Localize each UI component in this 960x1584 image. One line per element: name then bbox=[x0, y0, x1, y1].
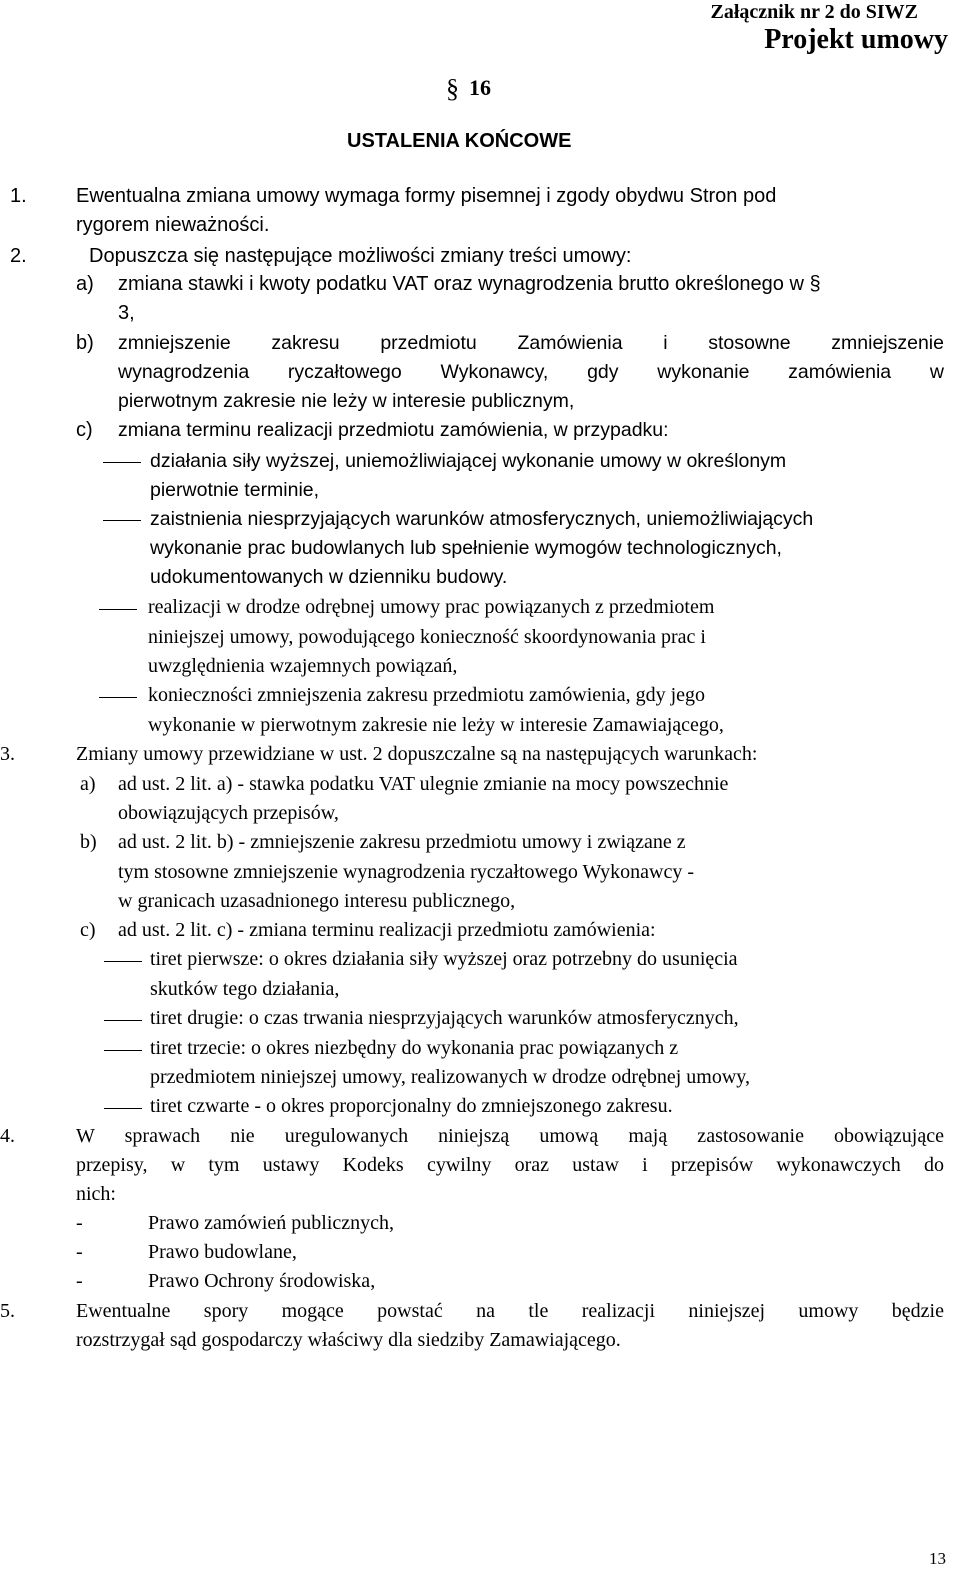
dash-bullet bbox=[103, 520, 141, 521]
item-label: a) bbox=[76, 273, 94, 295]
dash-bullet bbox=[99, 609, 137, 610]
dash-bullet bbox=[104, 1108, 142, 1109]
paragraph-number: 1. bbox=[10, 185, 27, 207]
item-line: tym stosowne zmniejszenie wynagrodzenia ryczałtowego Wykonawcy - bbox=[118, 861, 695, 883]
sub-item-line: przedmiotem niniejszej umowy, realizowanych w drodze odrębnej umowy, bbox=[150, 1066, 750, 1088]
sub-item-line: tiret trzecie: o okres niezbędny do wykonania prac powiązanych z bbox=[150, 1037, 679, 1059]
sub-item-line: realizacji w drodze odrębnej umowy prac powiązanych z przedmiotem bbox=[148, 596, 715, 618]
section-heading bbox=[446, 72, 491, 102]
item-line: zmniejszenie zakresu przedmiotu Zamówienia i stosowne zmniejszenie bbox=[118, 332, 944, 354]
sub-item-line: tiret pierwsze: o okres działania siły wyższej oraz potrzebny do usunięcia bbox=[150, 948, 738, 970]
sub-item-line: niniejszej umowy, powodującego konieczność skoordynowania prac i bbox=[148, 626, 706, 648]
section-title: USTALENIA KOŃCOWE bbox=[347, 130, 572, 152]
item-line: zmiana stawki i kwoty podatku VAT oraz wynagrodzenia brutto określonego w § bbox=[118, 273, 821, 295]
item-label: b) bbox=[80, 831, 97, 853]
page-number: 13 bbox=[929, 1549, 946, 1568]
sub-item-line: działania siły wyższej, uniemożliwiającej wykonanie umowy w określonym bbox=[150, 450, 787, 472]
dash-bullet bbox=[99, 697, 137, 698]
item-line: ad ust. 2 lit. c) - zmiana terminu realizacji przedmiotu zamówienia: bbox=[118, 919, 656, 941]
item-line: 3, bbox=[118, 302, 135, 324]
dash-bullet bbox=[103, 462, 141, 463]
paragraph-line: Ewentualne spory mogące powstać na tle realizacji niniejszej umowy będzie bbox=[76, 1300, 944, 1322]
dash-bullet bbox=[104, 961, 142, 962]
paragraph-line: W sprawach nie uregulowanych niniejszą umową mają zastosowanie obowiązujące bbox=[76, 1125, 944, 1147]
paragraph-line: Dopuszcza się następujące możliwości zmiany treści umowy: bbox=[89, 245, 632, 267]
item-line: obowiązujących przepisów, bbox=[118, 802, 339, 824]
paragraph-number: 5. bbox=[0, 1300, 15, 1322]
paragraph-line: rygorem nieważności. bbox=[76, 214, 270, 236]
item-line: zmiana terminu realizacji przedmiotu zamówienia, w przypadku: bbox=[118, 419, 669, 441]
project-header: Projekt umowy bbox=[764, 24, 948, 55]
sub-item-line: wykonanie w pierwotnym zakresie nie leży w interesie Zamawiającego, bbox=[148, 714, 724, 736]
sub-item-line: zaistnienia niesprzyjających warunków atmosferycznych, uniemożliwiających bbox=[150, 508, 814, 530]
sub-item-line: pierwotnie terminie, bbox=[150, 479, 320, 501]
paragraph-line: rozstrzygał sąd gospodarczy właściwy dla siedziby Zamawiającego. bbox=[76, 1329, 621, 1351]
list-item-marker: - bbox=[76, 1270, 83, 1292]
sub-item-line: skutków tego działania, bbox=[150, 978, 340, 1000]
sub-item-line: udokumentowanych w dzienniku budowy. bbox=[150, 566, 508, 588]
sub-item-line: tiret drugie: o czas trwania niesprzyjających warunków atmosferycznych, bbox=[150, 1007, 739, 1029]
paragraph-line: przepisy, w tym ustawy Kodeks cywilny oraz ustaw i przepisów wykonawczych do bbox=[76, 1154, 944, 1176]
sub-item-line: uwzględnienia wzajemnych powiązań, bbox=[148, 655, 458, 677]
item-line: ad ust. 2 lit. a) - stawka podatku VAT ulegnie zmianie na mocy powszechnie bbox=[118, 773, 729, 795]
item-label: c) bbox=[76, 419, 93, 441]
item-line: pierwotnym zakresie nie leży w interesie publicznym, bbox=[118, 390, 575, 412]
paragraph-line: nich: bbox=[76, 1183, 116, 1205]
item-line: w granicach uzasadnionego interesu publicznego, bbox=[118, 890, 516, 912]
paragraph-number: 4. bbox=[0, 1125, 15, 1147]
item-line: wynagrodzenia ryczałtowego Wykonawcy, gdy wykonanie zamówienia w bbox=[118, 361, 944, 383]
sub-item-line: konieczności zmniejszenia zakresu przedmiotu zamówienia, gdy jego bbox=[148, 684, 706, 706]
sub-item-line: tiret czwarte - o okres proporcjonalny do zmniejszonego zakresu. bbox=[150, 1095, 673, 1117]
list-item-marker: - bbox=[76, 1241, 83, 1263]
list-item-marker: - bbox=[76, 1212, 83, 1234]
dash-bullet bbox=[104, 1020, 142, 1021]
sub-item-line: wykonanie prac budowlanych lub spełnienie wymogów technologicznych, bbox=[150, 537, 782, 559]
item-label: c) bbox=[80, 919, 96, 941]
dash-bullet bbox=[104, 1050, 142, 1051]
item-line: ad ust. 2 lit. b) - zmniejszenie zakresu przedmiotu umowy i związane z bbox=[118, 831, 686, 853]
list-item: Prawo zamówień publicznych, bbox=[148, 1212, 395, 1234]
paragraph-line: Ewentualna zmiana umowy wymaga formy pisemnej i zgody obydwu Stron pod bbox=[76, 185, 777, 207]
paragraph-number: 2. bbox=[10, 245, 27, 267]
paragraph-line: Zmiany umowy przewidziane w ust. 2 dopuszczalne są na następujących warunkach: bbox=[76, 743, 758, 765]
paragraph-number: 3. bbox=[0, 743, 15, 765]
attachment-header: Załącznik nr 2 do SIWZ bbox=[710, 1, 918, 23]
item-label: a) bbox=[80, 773, 96, 795]
list-item: Prawo Ochrony środowiska, bbox=[148, 1270, 376, 1292]
section-symbol: § bbox=[446, 74, 459, 103]
section-number: 16 bbox=[469, 75, 491, 100]
list-item: Prawo budowlane, bbox=[148, 1241, 297, 1263]
item-label: b) bbox=[76, 332, 94, 354]
